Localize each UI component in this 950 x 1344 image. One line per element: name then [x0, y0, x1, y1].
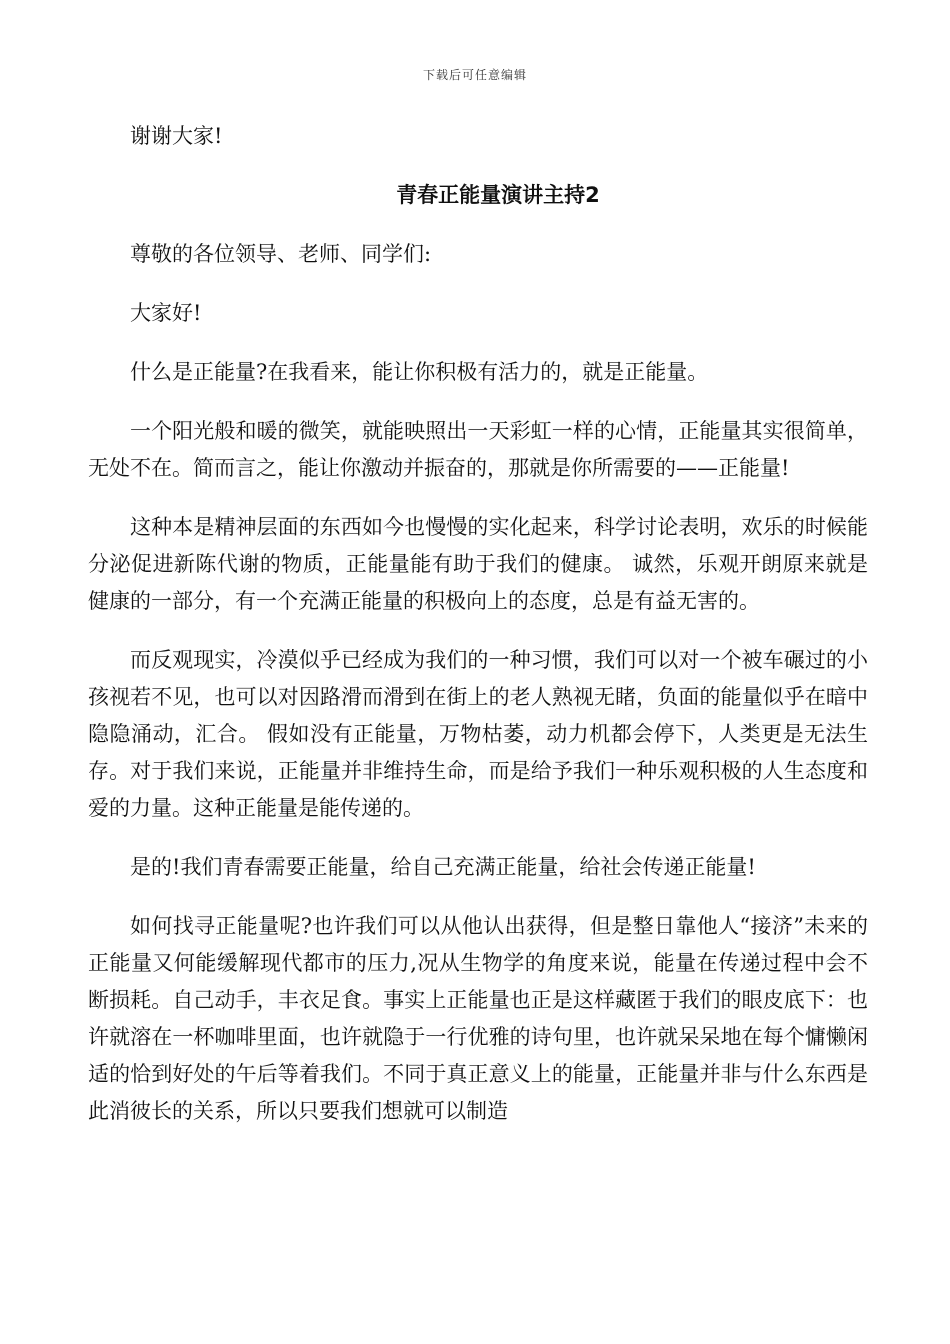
paragraph-greeting: 尊敬的各位领导、老师、同学们: — [130, 242, 432, 266]
paragraph-hello: 大家好! — [130, 301, 202, 325]
paragraph-search: 如何找寻正能量呢?也许我们可以从他认出获得，但是整日靠他人“接济”未来的正能量又何能缓解现代都市的压力,况从生物学的角度来说，能量在传递过程中会不断损耗。自己动手，丰衣足食。事实上正能量也正是这样藏匿于我们的眼皮底下：也许就溶在一杯咖啡里面，也许就隐于一行优雅的诗句里，也许就呆呆地在每个慵懒闲适的恰到好处的午后等着我们。不同于真正意义上的能量，正能量并非与什么东西是此消彼长的关系，所以只要我们想就可以制造 — [88, 914, 868, 1123]
paragraph-science: 这种本是精神层面的东西如今也慢慢的实化起来，科学讨论表明，欢乐的时候能分泌促进新陈代谢的物质，正能量能有助于我们的健康。 诚然，乐观开朗原来就是健康的一部分，有一个充满正能量的积极向上的态度，总是有益无害的。 — [88, 515, 868, 613]
closing-line: 谢谢大家! — [130, 124, 223, 148]
paragraph-youth: 是的!我们青春需要正能量，给自己充满正能量，给社会传递正能量! — [130, 855, 756, 879]
section-title: 青春正能量演讲主持2 — [396, 183, 600, 207]
paragraph-definition: 什么是正能量?在我看来，能让你积极有活力的，就是正能量。 — [130, 360, 709, 384]
page-header: 下载后可任意编辑 — [422, 68, 527, 82]
document-body — [88, 118, 868, 1152]
paragraph-reality: 而反观现实，冷漠似乎已经成为我们的一种习惯，我们可以对一个被车碾过的小孩视若不见，也可以对因路滑而滑到在街上的老人熟视无睹，负面的能量似乎在暗中隐隐涌动，汇合。 假如没有正能量，万物枯萎，动力机都会停下，人类更是无法生存。对于我们来说，正能量并非维持生命，而是给予我们一种乐观积极的人生态度和爱的力量。这种正能量是能传递的。 — [88, 648, 868, 820]
paragraph-smile: 一个阳光般和暖的微笑，就能映照出一天彩虹一样的心情，正能量其实很简单，无处不在。简而言之，能让你激动并振奋的，那就是你所需要的——正能量! — [88, 419, 868, 480]
